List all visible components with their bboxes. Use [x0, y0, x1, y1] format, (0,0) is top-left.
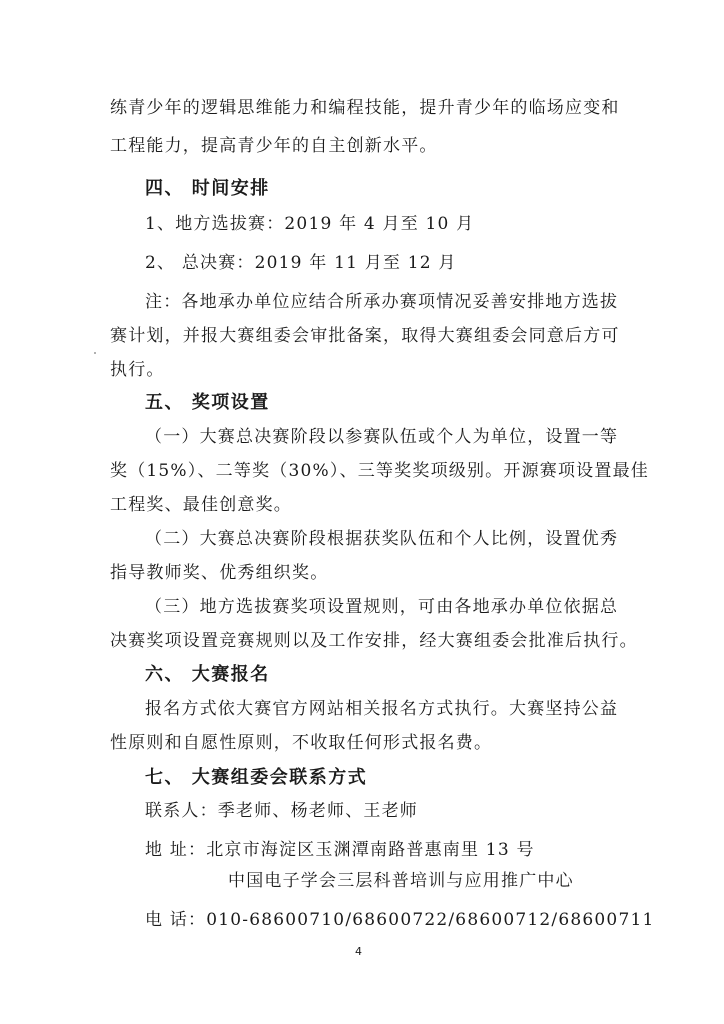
section-heading: 五、 奖项设置 [145, 392, 270, 413]
paragraph-line: 2、 总决赛：2019 年 11 月至 12 月 [145, 253, 457, 273]
paragraph-line: 工程奖、最佳创意奖。 [110, 495, 292, 515]
paragraph-line: 赛计划，并报大赛组委会审批备案，取得大赛组委会同意后方可 [110, 326, 620, 346]
contact-phone: 电 话：010-68600710/68600722/68600712/68600711 [145, 910, 655, 930]
contact-person: 联系人：季老师、杨老师、王老师 [145, 801, 418, 821]
paragraph-line: 奖（15%）、二等奖（30%）、三等奖奖项级别。开源赛项设置最佳 [110, 461, 649, 481]
paragraph-line: 练青少年的逻辑思维能力和编程技能，提升青少年的临场应变和 [110, 98, 620, 118]
paragraph-line: 性原则和自愿性原则，不收取任何形式报名费。 [110, 733, 493, 753]
paragraph-line: （二）大赛总决赛阶段根据获奖队伍和个人比例，设置优秀 [145, 529, 619, 549]
section-heading: 七、 大赛组委会联系方式 [145, 767, 368, 788]
paragraph-line: 1、地方选拔赛：2019 年 4 月至 10 月 [145, 214, 475, 234]
paragraph-line: 决赛奖项设置竞赛规则以及工作安排，经大赛组委会批准后执行。 [110, 631, 638, 651]
page-number: 4 [355, 945, 362, 958]
scan-speck [94, 352, 96, 354]
contact-address: 地 址：北京市海淀区玉渊潭南路普惠南里 13 号 [145, 840, 535, 860]
section-heading: 四、 时间安排 [145, 178, 270, 199]
paragraph-line: 报名方式依大赛官方网站相关报名方式执行。大赛坚持公益 [145, 699, 619, 719]
paragraph-line: 工程能力，提高青少年的自主创新水平。 [110, 136, 438, 156]
paragraph-line: 注：各地承办单位应结合所承办赛项情况妥善安排地方选拔 [145, 292, 619, 312]
section-heading: 六、 大赛报名 [145, 664, 270, 685]
paragraph-line: （三）地方选拔赛奖项设置规则，可由各地承办单位依据总 [145, 597, 619, 617]
paragraph-line: 指导教师奖、优秀组织奖。 [110, 563, 329, 583]
paragraph-line: （一）大赛总决赛阶段以参赛队伍或个人为单位，设置一等 [145, 427, 619, 447]
paragraph-line: 执行。 [110, 360, 165, 380]
contact-address-line2: 中国电子学会三层科普培训与应用推广中心 [228, 871, 574, 891]
